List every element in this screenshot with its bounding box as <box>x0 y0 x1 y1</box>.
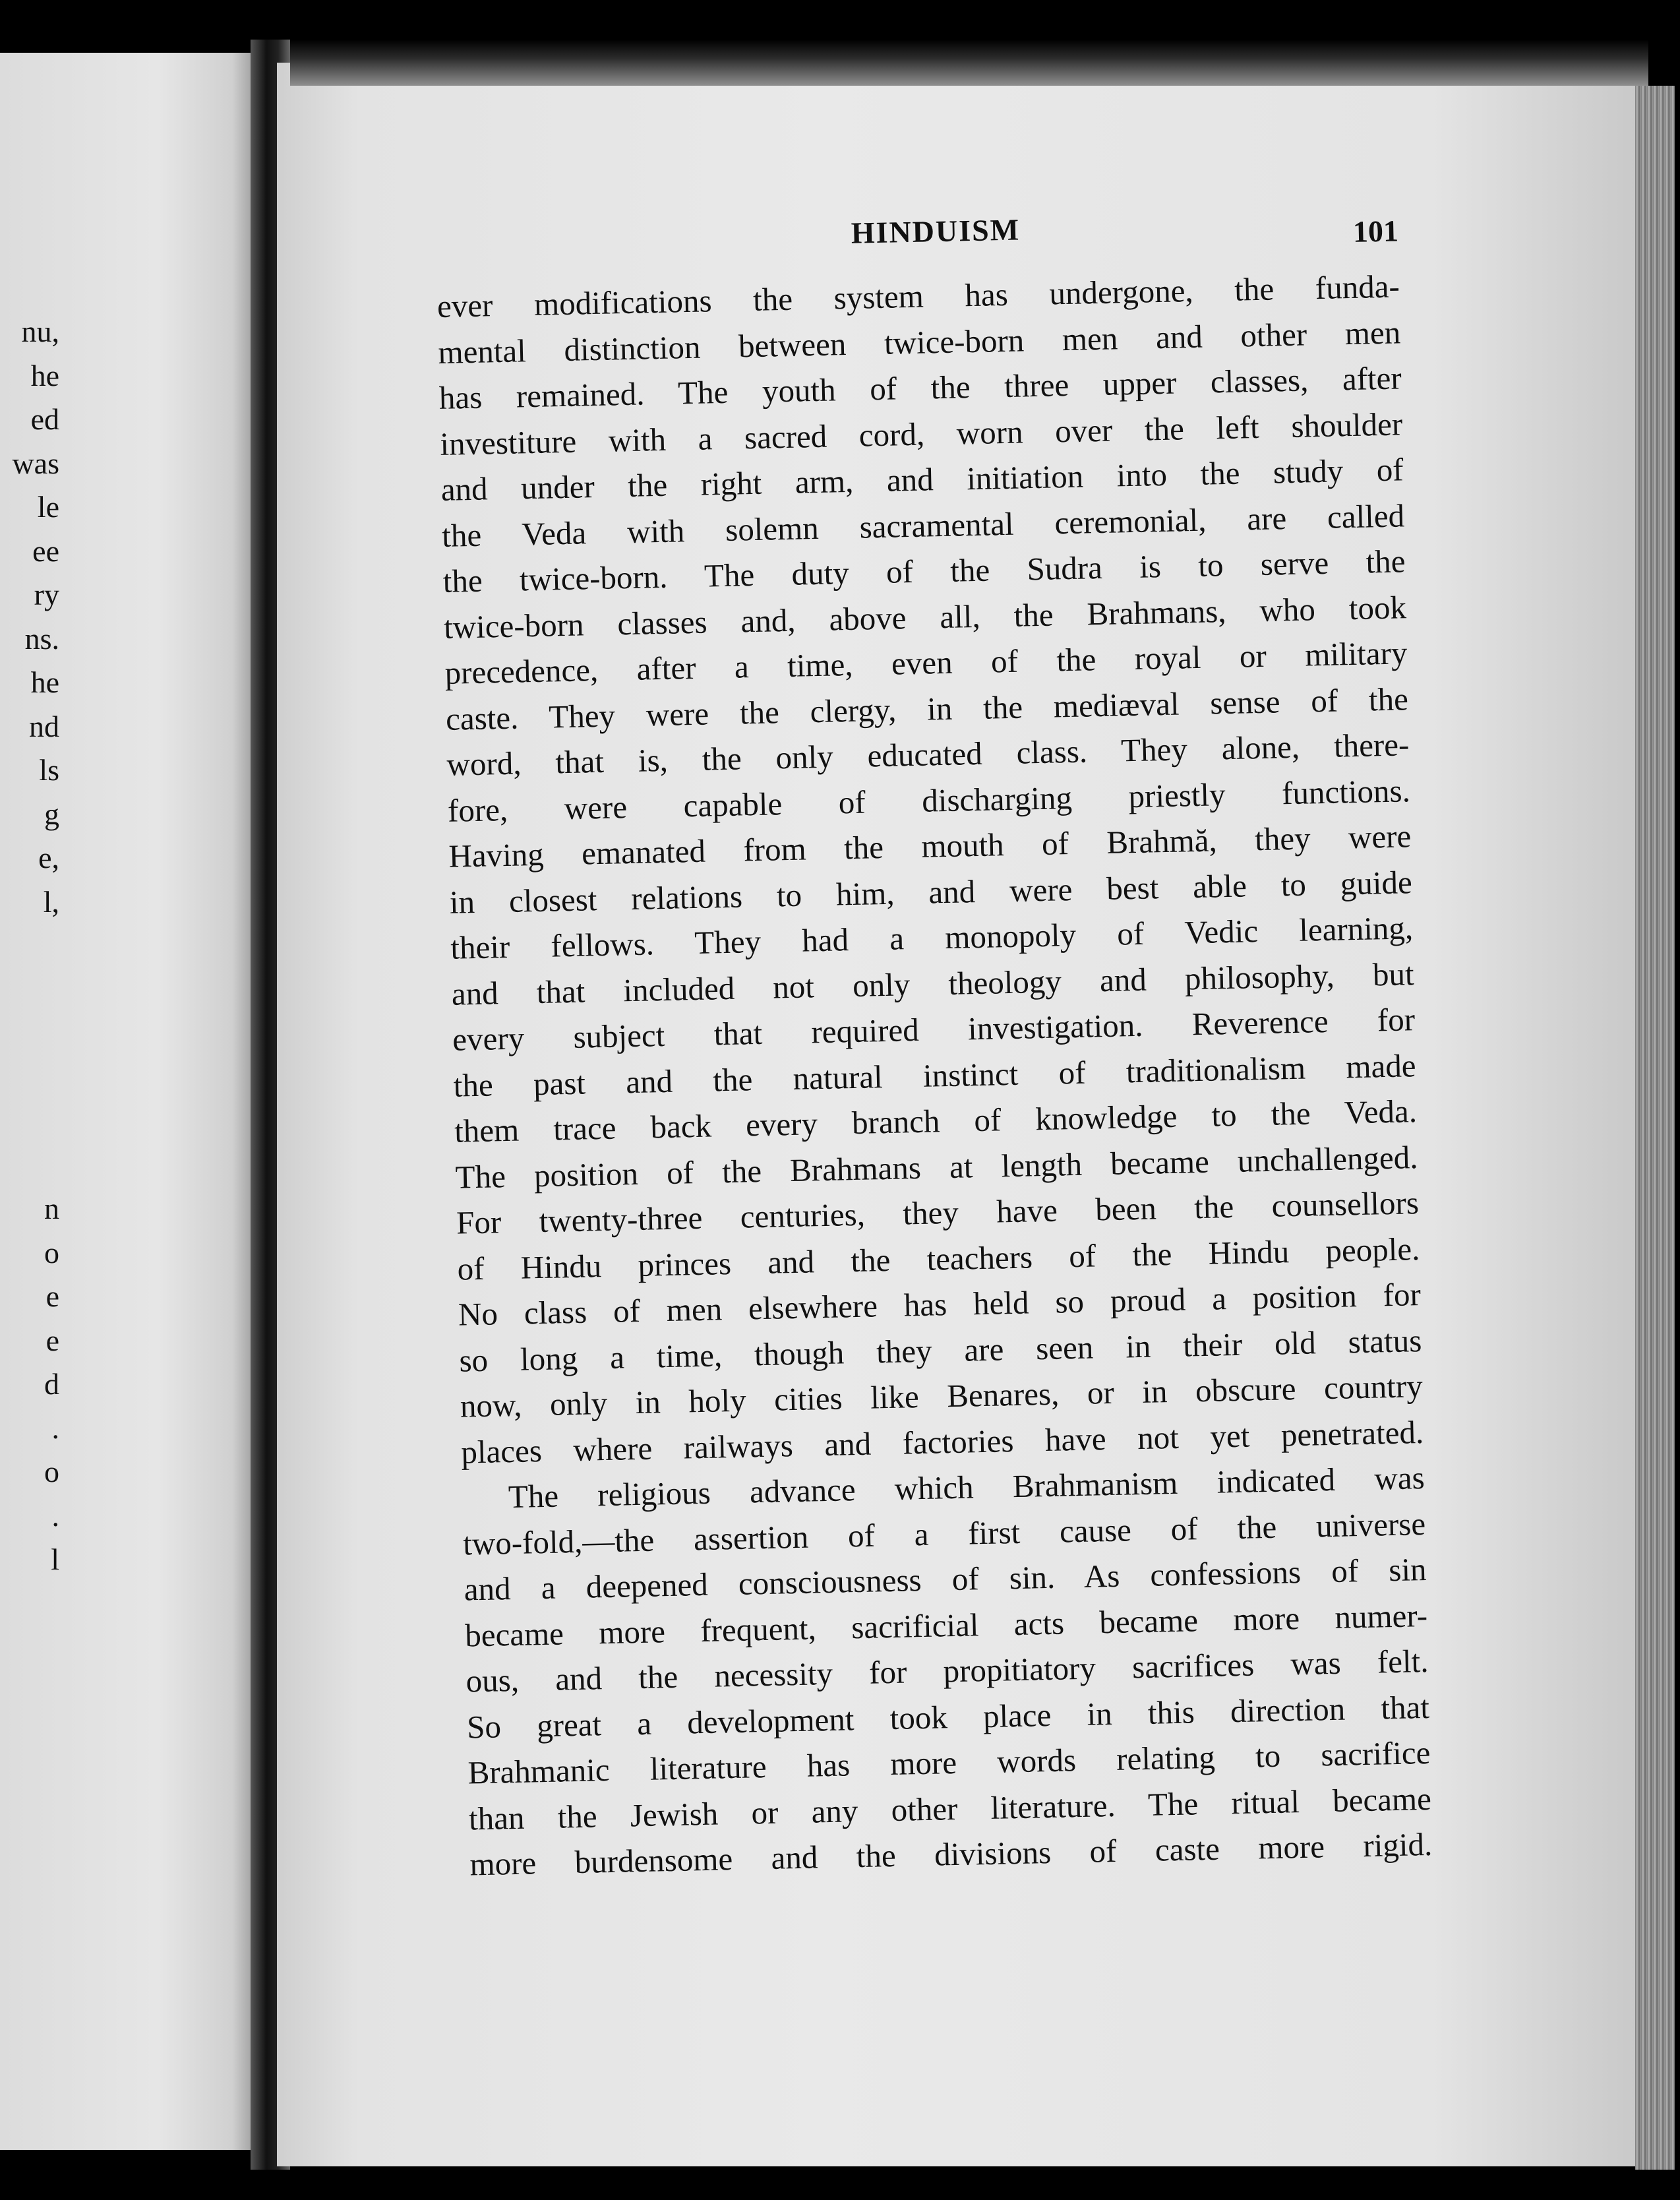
text-line: fore, were capable of discharging priestly functions. <box>447 772 1411 829</box>
page-number: 101 <box>1352 214 1399 249</box>
left-fragment: l, <box>43 884 59 919</box>
left-fragment: he <box>30 665 59 699</box>
left-fragment: o <box>44 1455 59 1488</box>
left-fragment: ed <box>30 402 59 436</box>
left-fragment: nd <box>29 709 59 743</box>
paragraph-start-line: The religious advance which Brahmanism indicated was <box>508 1459 1425 1515</box>
text-line: twice-born classes and, above all, the Brahmans, who took <box>443 588 1407 646</box>
left-fragment: e <box>45 1279 59 1313</box>
left-fragment: n <box>44 1192 59 1225</box>
left-fragment: ls <box>39 753 59 787</box>
left-fragment: he <box>30 358 59 392</box>
running-head: HINDUISM <box>851 212 1021 250</box>
left-fragment: nu, <box>21 315 59 348</box>
text-line: two-fold,—the assertion of a first cause of the universe <box>462 1505 1426 1562</box>
text-line: Brahmanic literature has more words relating to sacrifice <box>467 1734 1431 1791</box>
left-fragment: ns. <box>24 621 59 656</box>
left-fragment <box>0 924 59 968</box>
left-fragment: le <box>37 490 59 524</box>
left-facing-page <box>0 53 264 2150</box>
text-line: word, that is, the only educated class. They alone, there- <box>446 726 1410 783</box>
text-line: them trace back every branch of knowledge to the Veda. <box>454 1093 1418 1149</box>
left-fragment: l <box>51 1543 59 1576</box>
text-line: more burdensome and the divisions of caste more rigid. <box>469 1825 1433 1883</box>
text-line: than the Jewish or any other literature. The ritual became <box>468 1780 1432 1837</box>
left-fragment: d <box>44 1367 59 1401</box>
text-line: Having emanated from the mouth of Brahmă, they were <box>448 818 1412 874</box>
text-line: ous, and the necessity for propitiatory sacrifices was felt. <box>465 1642 1429 1699</box>
left-page-text-fragments <box>0 310 59 1582</box>
left-fragment <box>0 1099 59 1144</box>
left-fragment <box>0 1012 59 1056</box>
text-line: in closest relations to him, and were best able to guide <box>449 863 1413 921</box>
page-stack-edges <box>1635 86 1675 2170</box>
text-line: and under the right arm, and initiation into the study of <box>440 451 1404 508</box>
left-fragment: . <box>51 1498 59 1533</box>
left-fragment: ee <box>32 534 59 568</box>
text-line: places where railways and factories have not yet penetrated. <box>460 1413 1424 1471</box>
text-line: mental distinction between twice-born men and other men <box>437 313 1401 371</box>
text-line: So great a development took place in this direction that <box>466 1688 1430 1745</box>
page-content <box>435 191 1433 1887</box>
text-line: the Veda with solemn sacramental ceremonial, are called <box>441 497 1405 554</box>
page-top-shadow <box>290 40 1648 86</box>
text-line: so long a time, though they are seen in their old status <box>458 1322 1422 1379</box>
text-line: and that included not only theology and philosophy, but <box>451 955 1415 1012</box>
left-fragment <box>0 1144 59 1188</box>
text-line: has remained. The youth of the three upper classes, after <box>438 359 1402 416</box>
text-line: investiture with a sacred cord, worn over the left shoulder <box>439 405 1403 462</box>
text-line: caste. They were the clergy, in the mediæval sense of the <box>445 680 1409 737</box>
body-text <box>436 263 1433 1887</box>
text-line: the past and the natural instinct of traditionalism made <box>453 1047 1417 1104</box>
left-fragment: was <box>12 446 59 480</box>
text-line: No class of men elsewhere has held so proud a position for <box>458 1276 1422 1333</box>
left-fragment <box>0 968 59 1012</box>
left-fragment: . <box>51 1411 59 1445</box>
text-line: For twenty-three centuries, they have been the counsellors <box>456 1184 1420 1241</box>
text-line: of Hindu princes and the teachers of the Hindu people. <box>457 1230 1420 1287</box>
left-fragment: g <box>44 797 59 831</box>
text-line: every subject that required investigation. Reverence for <box>452 1001 1416 1058</box>
text-line: now, only in holy cities like Benares, or in obscure country <box>460 1368 1424 1424</box>
left-fragment: e <box>45 1323 59 1357</box>
text-line: ever modifications the system has undergone, the funda- <box>436 268 1400 324</box>
left-fragment: ry <box>34 578 59 611</box>
text-line: The position of the Brahmans at length became unchallenged. <box>455 1138 1418 1196</box>
text-line: their fellows. They had a monopoly of Vedic learning, <box>450 909 1414 966</box>
text-line: and a deepened consciousness of sin. As confessions of sin <box>464 1550 1427 1608</box>
text-line: became more frequent, sacrificial acts became more numer- <box>464 1597 1428 1654</box>
left-fragment <box>0 1056 59 1100</box>
text-line: precedence, after a time, even of the royal or military <box>444 634 1408 691</box>
left-fragment: o <box>44 1235 59 1269</box>
left-fragment: e, <box>38 841 59 874</box>
text-line: the twice-born. The duty of the Sudra is to serve the <box>442 543 1406 599</box>
